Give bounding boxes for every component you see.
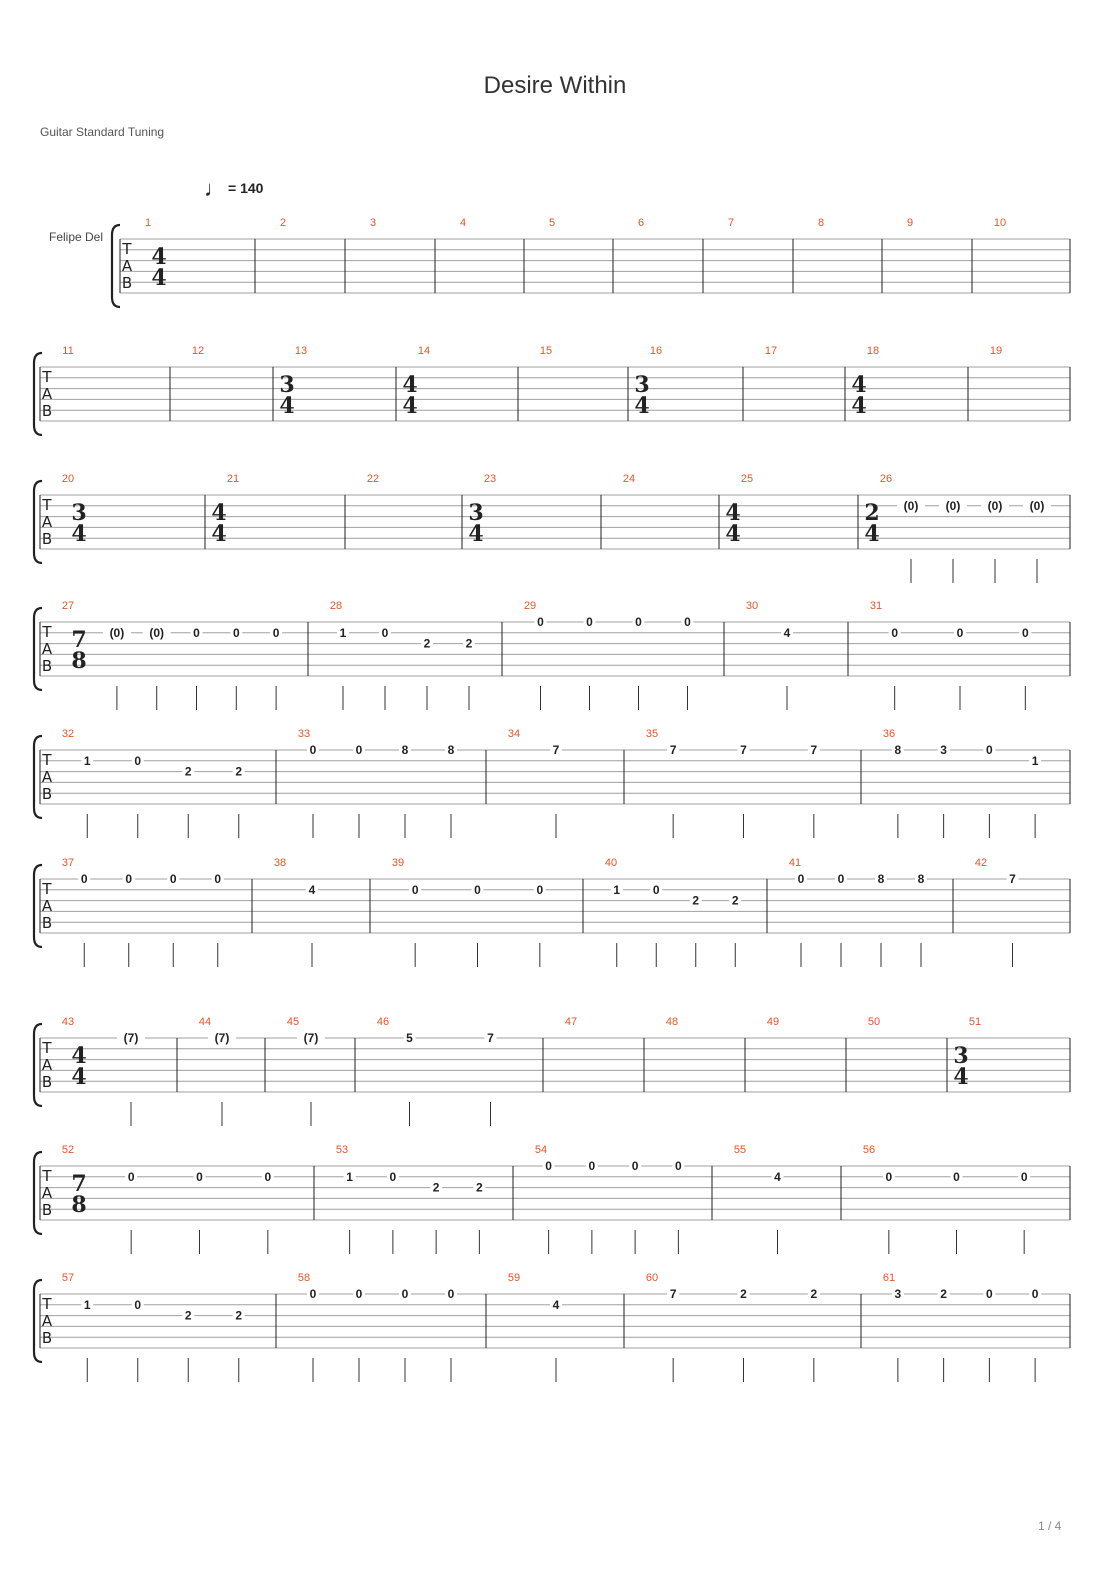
fret-number: 8 — [877, 872, 885, 886]
time-signature-top: 4 — [71, 1043, 87, 1069]
fret-number: 0 — [389, 1169, 397, 1184]
fret-number: 2 — [740, 1287, 747, 1301]
fret-number: 0 — [885, 1169, 893, 1184]
track-name: Felipe Del — [49, 230, 104, 244]
fret-number: 8 — [894, 743, 902, 757]
fret-number: 4 — [552, 1297, 560, 1312]
system-bracket — [34, 1280, 42, 1362]
fret-number: 4 — [308, 882, 316, 897]
fret-number: 2 — [184, 1308, 192, 1323]
measure-number: 31 — [869, 600, 883, 612]
time-signature-bottom: 4 — [279, 393, 295, 419]
measure-number: 9 — [906, 217, 914, 229]
measure-number: 26 — [879, 473, 893, 485]
fret-number: 0 — [264, 1169, 272, 1184]
tab-clef-letter: A — [41, 897, 53, 915]
measure-number: 10 — [993, 217, 1007, 229]
fret-number: 2 — [465, 636, 473, 651]
system-bracket — [34, 481, 42, 563]
fret-number: 4 — [783, 625, 791, 640]
fret-number: 0 — [953, 1169, 960, 1184]
measure-number: 56 — [862, 1144, 876, 1156]
fret-number: 1 — [613, 882, 621, 897]
measure-number: 54 — [534, 1144, 548, 1156]
measure-number: 3 — [369, 217, 377, 229]
time-signature-top: 4 — [851, 372, 867, 398]
measure-number: 41 — [788, 857, 802, 869]
system-bracket — [34, 353, 42, 435]
fret-number: 0 — [134, 753, 142, 768]
fret-number: (7) — [214, 1031, 230, 1045]
fret-number: 0 — [401, 1287, 409, 1301]
fret-number: 0 — [127, 1169, 135, 1184]
time-signature-bottom: 4 — [211, 521, 227, 547]
time-signature-bottom: 4 — [402, 393, 418, 419]
fret-number: 0 — [536, 882, 544, 897]
tab-clef-letter: B — [41, 785, 53, 803]
time-signature-top: 3 — [71, 500, 87, 526]
fret-number: 0 — [652, 882, 660, 897]
tab-clef-letter: B — [41, 1201, 53, 1219]
fret-number: 0 — [381, 625, 389, 640]
measure-number: 46 — [376, 1016, 390, 1028]
fret-number: 0 — [193, 625, 200, 640]
fret-number: 8 — [447, 743, 455, 757]
tab-clef-letter: B — [41, 914, 53, 932]
tab-clef-letter: B — [41, 1329, 53, 1347]
measure-number: 14 — [417, 345, 431, 357]
time-signature-bottom: 4 — [151, 265, 167, 291]
fret-number: (7) — [123, 1031, 139, 1045]
tab-clef-letter: T — [42, 880, 52, 898]
time-signature-bottom: 4 — [953, 1064, 969, 1090]
measure-number: 61 — [882, 1272, 896, 1284]
measure-number: 16 — [649, 345, 663, 357]
fret-number: 0 — [169, 872, 177, 886]
fret-number: 7 — [810, 743, 818, 757]
fret-number: 0 — [588, 1159, 596, 1173]
measure-number: 51 — [968, 1016, 982, 1028]
fret-number: 0 — [631, 1159, 639, 1173]
fret-number: 2 — [476, 1180, 483, 1195]
tab-clef-letter: T — [42, 751, 52, 769]
fret-number: 0 — [986, 743, 993, 757]
fret-number: 0 — [956, 625, 964, 640]
time-signature-top: 7 — [71, 627, 87, 653]
measure-number: 28 — [329, 600, 343, 612]
measure-number: 59 — [507, 1272, 521, 1284]
fret-number: (0) — [987, 498, 1003, 513]
measure-number: 58 — [297, 1272, 311, 1284]
measure-number: 45 — [286, 1016, 300, 1028]
tab-clef-letter: T — [42, 1039, 52, 1057]
measure-number: 24 — [622, 473, 636, 485]
fret-number: 0 — [474, 882, 481, 897]
tab-clef-letter: T — [122, 240, 132, 258]
system-bracket — [34, 1152, 42, 1234]
measure-number: 52 — [61, 1144, 75, 1156]
measure-number: 53 — [335, 1144, 349, 1156]
fret-number: 1 — [83, 1297, 91, 1312]
time-signature-bottom: 4 — [71, 521, 87, 547]
tab-clef-letter: T — [42, 368, 52, 386]
tab-clef-letter: A — [41, 1312, 53, 1330]
fret-number: 0 — [309, 1287, 317, 1301]
time-signature-bottom: 4 — [634, 393, 650, 419]
fret-number: (0) — [149, 625, 165, 640]
time-signature-top: 4 — [725, 500, 741, 526]
system-bracket — [34, 1024, 42, 1106]
fret-number: 0 — [537, 615, 544, 629]
fret-number: 2 — [692, 893, 700, 908]
page-title: Desire Within — [483, 72, 627, 99]
measure-number: 19 — [989, 345, 1003, 357]
measure-number: 4 — [459, 217, 467, 229]
fret-number: 8 — [917, 872, 925, 886]
measure-number: 29 — [523, 600, 537, 612]
measure-number: 43 — [61, 1016, 75, 1028]
system-bracket — [34, 736, 42, 818]
measure-number: 42 — [974, 857, 988, 869]
measure-number: 15 — [539, 345, 553, 357]
measure-number: 7 — [727, 217, 735, 229]
measure-number: 30 — [745, 600, 759, 612]
time-signature-top: 7 — [71, 1171, 87, 1197]
time-signature-bottom: 4 — [864, 521, 880, 547]
time-signature-bottom: 4 — [725, 521, 741, 547]
fret-number: 0 — [196, 1169, 203, 1184]
measure-number: 25 — [740, 473, 754, 485]
tab-clef-letter: T — [42, 623, 52, 641]
fret-number: 0 — [134, 1297, 142, 1312]
fret-number: 0 — [125, 872, 133, 886]
tab-clef-letter: B — [41, 1073, 53, 1091]
measure-number: 34 — [507, 728, 521, 740]
measure-number: 57 — [61, 1272, 75, 1284]
time-signature-bottom: 8 — [71, 1192, 87, 1218]
measure-number: 37 — [61, 857, 75, 869]
fret-number: 1 — [1031, 753, 1039, 768]
fret-number: 2 — [810, 1287, 818, 1301]
tab-clef-letter: B — [41, 657, 53, 675]
time-signature-top: 3 — [953, 1043, 969, 1069]
tab-clef-letter: A — [41, 513, 53, 531]
measure-number: 27 — [61, 600, 75, 612]
measure-number: 1 — [144, 217, 152, 229]
measure-number: 47 — [564, 1016, 578, 1028]
fret-number: 0 — [675, 1159, 682, 1173]
tab-clef-letter: T — [42, 1167, 52, 1185]
tab-clef-letter: B — [41, 530, 53, 548]
time-signature-bottom: 4 — [71, 1064, 87, 1090]
fret-number: 2 — [235, 764, 243, 779]
measure-number: 20 — [61, 473, 75, 485]
fret-number: 0 — [232, 625, 240, 640]
measure-number: 32 — [61, 728, 75, 740]
tempo-value: = 140 — [228, 180, 264, 196]
fret-number: 7 — [552, 743, 560, 757]
tab-clef-letter: A — [41, 768, 53, 786]
measure-number: 23 — [483, 473, 497, 485]
fret-number: 0 — [214, 872, 222, 886]
fret-number: 0 — [837, 872, 845, 886]
fret-number: 1 — [346, 1169, 353, 1184]
measure-number: 13 — [294, 345, 308, 357]
measure-number: 35 — [645, 728, 659, 740]
measure-number: 22 — [366, 473, 380, 485]
fret-number: 3 — [894, 1287, 902, 1301]
tab-clef-letter: T — [42, 1295, 52, 1313]
time-signature-bottom: 8 — [71, 648, 87, 674]
fret-number: 7 — [669, 743, 677, 757]
fret-number: 2 — [423, 636, 431, 651]
fret-number: 3 — [940, 743, 947, 757]
fret-number: (0) — [945, 498, 961, 513]
fret-number: 2 — [432, 1180, 440, 1195]
measure-number: 17 — [764, 345, 778, 357]
fret-number: 2 — [940, 1287, 947, 1301]
tab-clef-letter: B — [41, 402, 53, 420]
tab-clef-letter: A — [41, 640, 53, 658]
fret-number: 0 — [309, 743, 317, 757]
measure-number: 40 — [604, 857, 618, 869]
fret-number: 7 — [740, 743, 747, 757]
fret-number: 2 — [731, 893, 739, 908]
measure-number: 36 — [882, 728, 896, 740]
tab-clef-letter: A — [121, 257, 133, 275]
tab-clef-letter: A — [41, 1056, 53, 1074]
system-bracket — [112, 225, 120, 307]
fret-number: 7 — [487, 1031, 494, 1045]
time-signature-top: 4 — [151, 244, 167, 270]
fret-number: (0) — [109, 625, 125, 640]
time-signature-top: 4 — [211, 500, 227, 526]
fret-number: 0 — [1031, 1287, 1039, 1301]
fret-number: 0 — [635, 615, 642, 629]
fret-number: 0 — [447, 1287, 455, 1301]
fret-number: 0 — [684, 615, 691, 629]
fret-number: 8 — [401, 743, 409, 757]
system-bracket — [34, 865, 42, 947]
fret-number: 0 — [272, 625, 280, 640]
fret-number: (0) — [903, 498, 919, 513]
fret-number: 0 — [545, 1159, 552, 1173]
fret-number: 0 — [797, 872, 805, 886]
time-signature-top: 3 — [279, 372, 295, 398]
measure-number: 50 — [867, 1016, 881, 1028]
time-signature-top: 3 — [634, 372, 650, 398]
tab-clef-letter: T — [42, 496, 52, 514]
measure-number: 2 — [279, 217, 287, 229]
time-signature-bottom: 4 — [851, 393, 867, 419]
system-bracket — [34, 608, 42, 690]
tab-clef-letter: B — [121, 274, 133, 292]
measure-number: 11 — [62, 345, 74, 357]
fret-number: 0 — [411, 882, 419, 897]
measure-number: 48 — [665, 1016, 679, 1028]
fret-number: 2 — [235, 1308, 243, 1323]
fret-number: 2 — [184, 764, 192, 779]
fret-number: 0 — [80, 872, 88, 886]
fret-number: 4 — [774, 1169, 781, 1184]
fret-number: 0 — [1020, 1169, 1028, 1184]
time-signature-bottom: 4 — [468, 521, 484, 547]
measure-number: 5 — [548, 217, 556, 229]
measure-number: 39 — [391, 857, 405, 869]
measure-number: 60 — [645, 1272, 659, 1284]
tab-clef-letter: A — [41, 385, 53, 403]
measure-number: 55 — [733, 1144, 747, 1156]
measure-number: 49 — [766, 1016, 780, 1028]
page-indicator: 1 / 4 — [1038, 1519, 1062, 1533]
fret-number: (7) — [303, 1031, 319, 1045]
measure-number: 44 — [198, 1016, 212, 1028]
fret-number: (0) — [1029, 498, 1045, 513]
measure-number: 6 — [637, 217, 645, 229]
measure-number: 33 — [297, 728, 311, 740]
quarter-note-icon: ♩ — [204, 176, 226, 201]
time-signature-top: 3 — [468, 500, 484, 526]
fret-number: 7 — [1009, 872, 1016, 886]
measure-number: 8 — [817, 217, 825, 229]
time-signature-top: 4 — [402, 372, 418, 398]
time-signature-top: 2 — [864, 500, 880, 526]
fret-number: 0 — [891, 625, 899, 640]
fret-number: 1 — [339, 625, 347, 640]
measure-number: 38 — [273, 857, 287, 869]
fret-number: 0 — [586, 615, 593, 629]
fret-number: 0 — [986, 1287, 993, 1301]
fret-number: 0 — [355, 1287, 363, 1301]
measure-number: 21 — [226, 473, 240, 485]
tuning-label: Guitar Standard Tuning — [40, 125, 165, 139]
measure-number: 12 — [191, 345, 205, 357]
measure-number: 18 — [866, 345, 880, 357]
fret-number: 0 — [1021, 625, 1029, 640]
fret-number: 7 — [669, 1287, 677, 1301]
fret-number: 1 — [83, 753, 91, 768]
fret-number: 0 — [355, 743, 363, 757]
fret-number: 5 — [406, 1031, 413, 1045]
tab-clef-letter: A — [41, 1184, 53, 1202]
